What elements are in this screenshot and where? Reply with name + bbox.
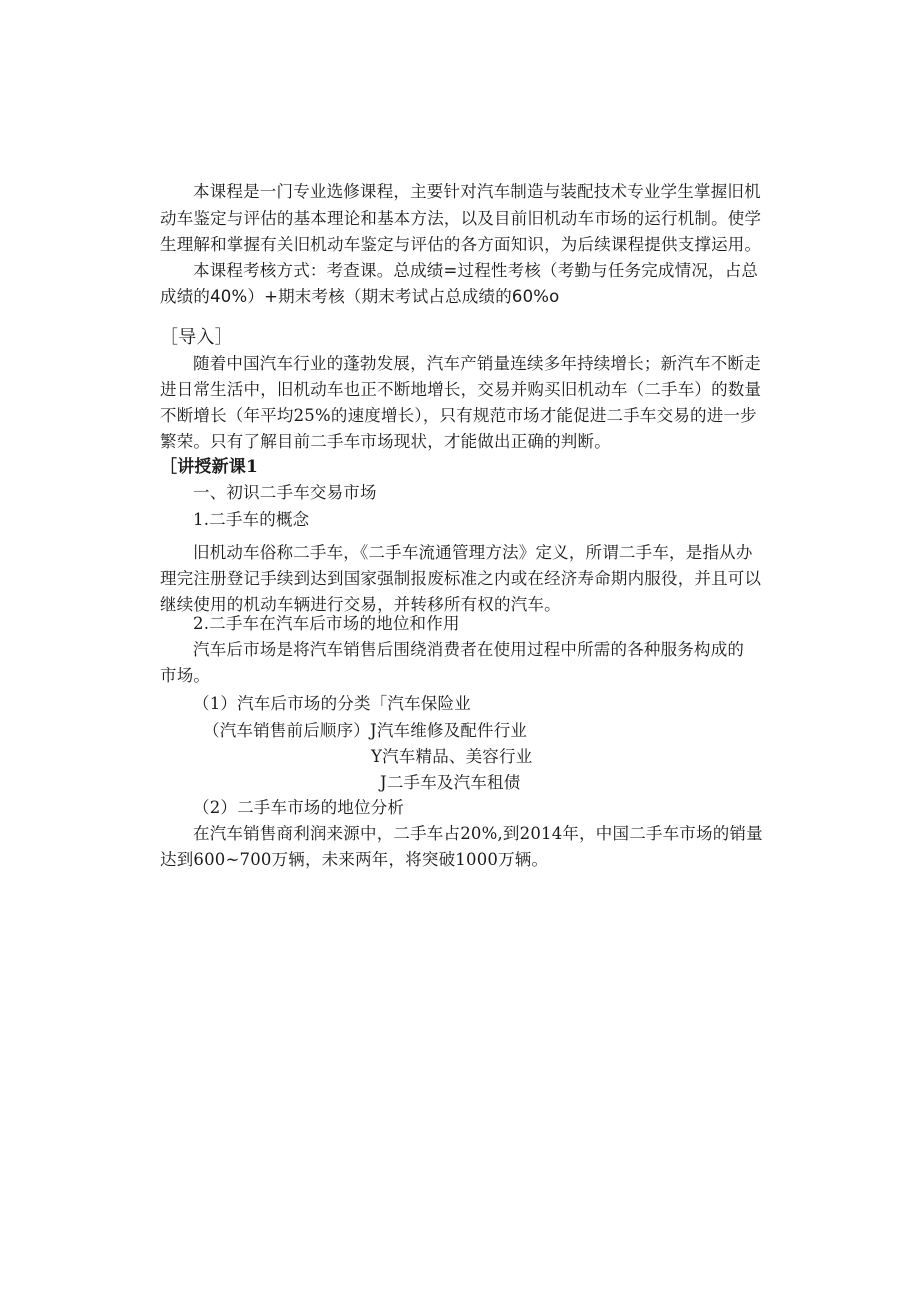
daoru-paragraph-line: 随着中国汽车行业的蓬勃发展，汽车产销量连续多年持续增长；新汽车不断走 [193,354,761,373]
subsection-title: （2）二手车市场的地位分析 [193,798,405,817]
daoru-paragraph-line: 繁荣。只有了解目前二手车市场现状，才能做出正确的判断。 [160,432,611,451]
jiangshou-heading: ［讲授新课1 [160,457,259,477]
concept-paragraph-line: 继续使用的机动车辆进行交易，并转移所有权的汽车。 [160,595,561,614]
section-title: 一、初识二手车交易市场 [193,483,377,502]
analysis-paragraph-line: 在汽车销售商利润来源中，二手车占20%,到2014年，中国二手车市场的销量 [193,824,763,843]
subsection-title: 2.二手车在汽车后市场的地位和作用 [193,614,460,633]
daoru-paragraph-line: 进日常生活中，旧机动车也正不断地增长，交易并购买旧机动车（二手车）的数量 [160,380,762,399]
assessment-paragraph-line: 成绩的40%）+期末考核（期末考试占总成绩的60%o [160,287,560,306]
concept-paragraph-line: 理完注册登记手续到达到国家强制报废标准之内或在经济寿命期内服役，并且可以 [160,569,762,588]
daoru-paragraph-line: 不断增长（年平均25%的速度增长），只有规范市场才能促进二手车交易的进一步 [160,406,757,425]
aftermarket-paragraph-line: 市场。 [160,666,211,685]
analysis-paragraph-line: 达到600~700万辆，未来两年，将突破1000万辆。 [160,850,549,869]
assessment-paragraph-line: 本课程考核方式：考查课。总成绩=过程性考核（考勤与任务完成情况，占总 [193,261,759,280]
aftermarket-paragraph-line: 汽车后市场是将汽车销售后围绕消费者在使用过程中所需的各种服务构成的 [193,640,745,659]
classification-line: J二手车及汽车租债 [380,773,521,792]
intro-paragraph-line: 本课程是一门专业选修课程，主要针对汽车制造与装配技术专业学生掌握旧机 [193,182,761,201]
classification-line: （1）汽车后市场的分类「汽车保险业 [193,694,471,713]
intro-paragraph-line: 动车鉴定与评估的基本理论和基本方法，以及目前旧机动车市场的运行机制。使学 [160,209,762,228]
intro-paragraph-line: 生理解和掌握有关旧机动车鉴定与评估的各方面知识，为后续课程提供支撑运用。 [160,235,762,254]
classification-line: Y汽车精品、美容行业 [371,747,533,766]
concept-paragraph-line: 旧机动车俗称二手车，《二手车流通管理方法》定义，所谓二手车，是指从办 [193,543,753,562]
subsection-title: 1.二手车的概念 [193,510,310,529]
daoru-heading: ［导入］ [160,327,233,348]
classification-line: （汽车销售前后顺序）J汽车维修及配件行业 [203,721,528,740]
